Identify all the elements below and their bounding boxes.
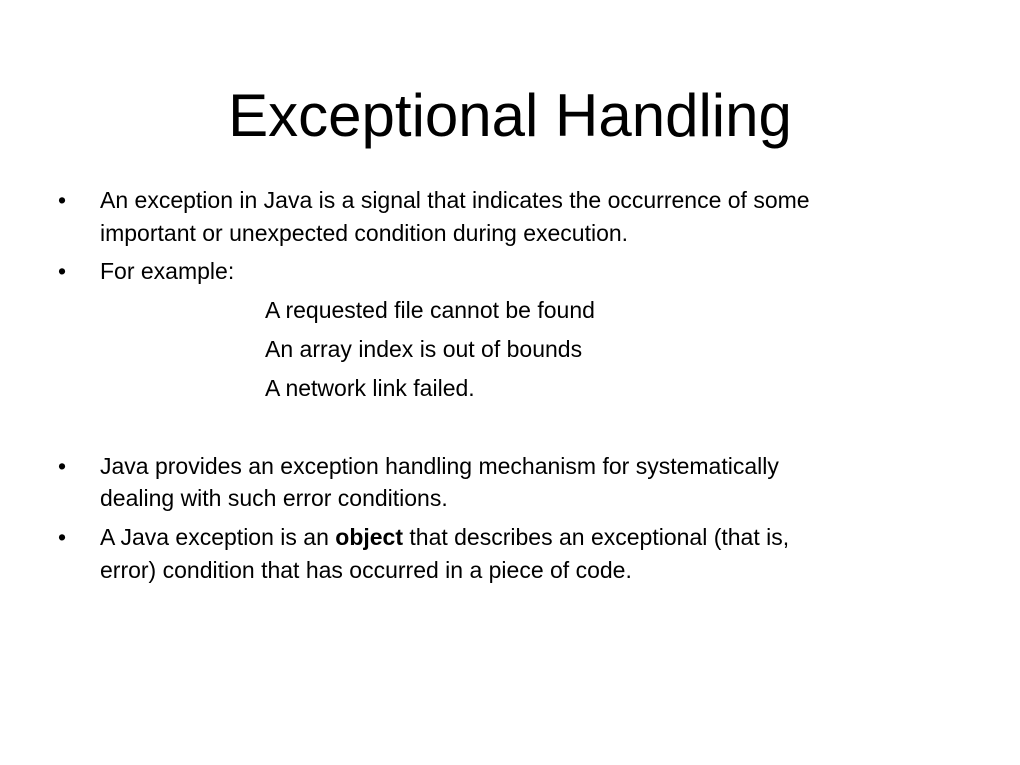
bullet-4-text-after-bold: that describes an exceptional (that is, [403, 524, 790, 550]
bullet-1-line-2: important or unexpected condition during execution. [100, 220, 629, 246]
example-item-3: A network link failed. [265, 375, 475, 401]
bullet-2-line-1: For example: [100, 258, 235, 284]
bullet-marker: • [58, 453, 67, 479]
bullet-4-line-1 [100, 521, 789, 553]
bullet-4-line-2: error) condition that has occurred in a piece of code. [100, 557, 632, 583]
bullet-3-line-2: dealing with such error conditions. [100, 485, 448, 511]
bullet-3-line-1: Java provides an exception handling mechanism for systematically [100, 453, 779, 479]
example-item-2: An array index is out of bounds [265, 336, 583, 362]
bullet-marker: • [58, 258, 67, 284]
bullet-marker: • [58, 187, 67, 213]
bullet-marker: • [58, 524, 67, 550]
bold-word-object: object [335, 524, 403, 550]
bullet-4-text-before-bold: A Java exception is an [100, 524, 336, 550]
bullet-1-line-1: An exception in Java is a signal that indicates the occurrence of some [100, 187, 810, 213]
slide-title: Exceptional Handling [228, 82, 792, 149]
example-item-1: A requested file cannot be found [265, 297, 595, 323]
